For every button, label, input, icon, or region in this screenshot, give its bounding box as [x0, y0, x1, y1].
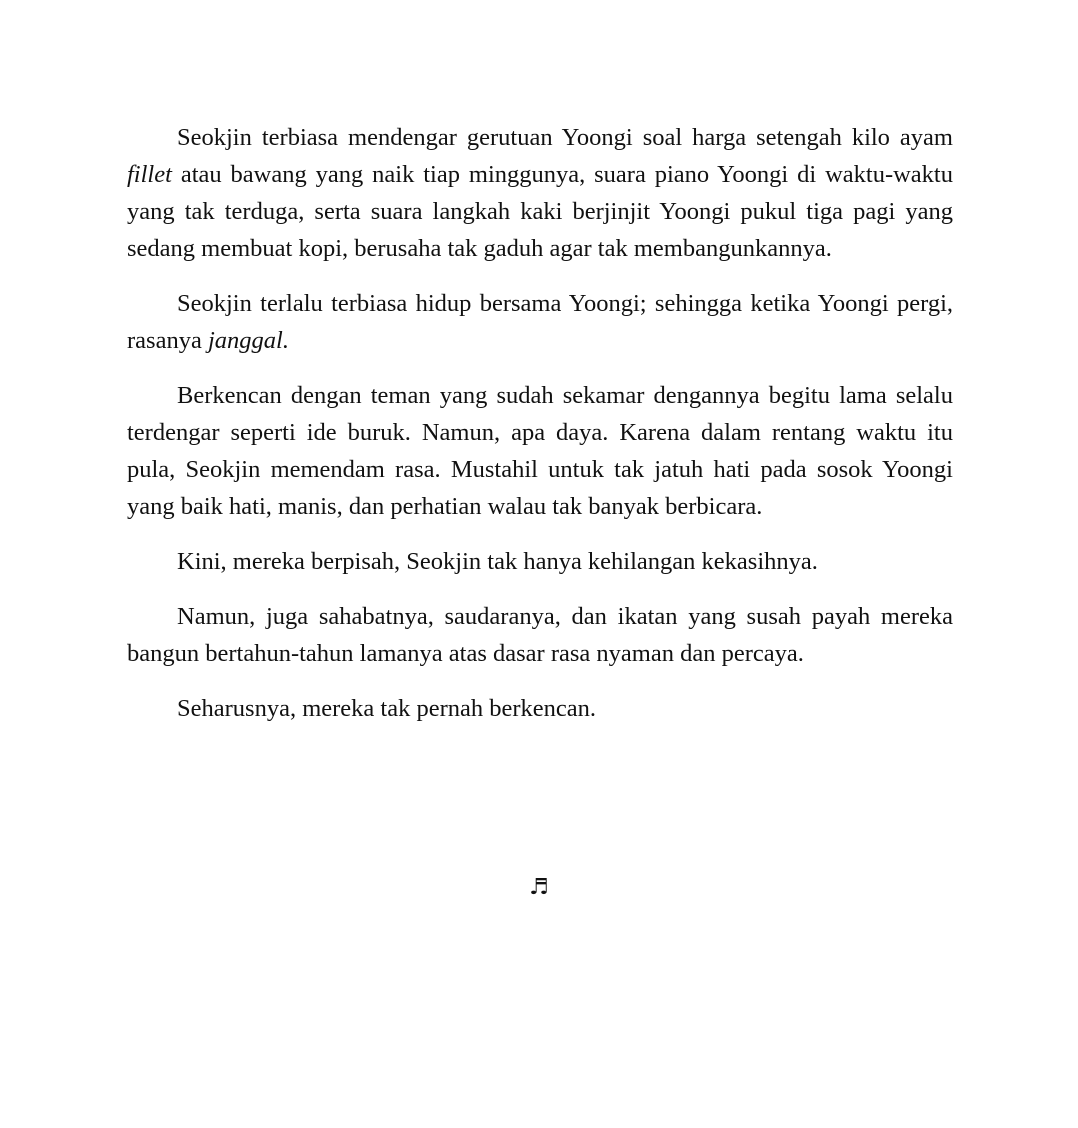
music-notes-icon: ♬ — [529, 875, 549, 900]
paragraph-1-text-a: Seokjin terbiasa mendengar gerutuan Yoongi soal harga setengah kilo ayam — [177, 124, 953, 151]
paragraph-6-text: Seharusnya, mereka tak pernah berkencan. — [177, 695, 597, 722]
document-body — [127, 119, 953, 745]
paragraph-3-text: Berkencan dengan teman yang sudah sekamar dengannya begitu lama selalu terdengar seperti ide buruk. Namun, apa daya. Karena dalam rentang waktu itu pula, Seokjin memendam rasa. Mustahil untuk tak jatuh hati pada sosok Yoongi yang baik hati, manis, dan perhatian walau tak banyak berbicara. — [127, 382, 953, 520]
paragraph-1 — [127, 119, 953, 267]
italic-word-fillet: fillet — [127, 161, 172, 188]
paragraph-4-text: Kini, mereka berpisah, Seokjin tak hanya kehilangan kekasihnya. — [177, 548, 818, 575]
paragraph-5-text: Namun, juga sahabatnya, saudaranya, dan ikatan yang susah payah mereka bangun bertahun-tahun lamanya atas dasar rasa nyaman dan percaya. — [127, 603, 953, 667]
paragraph-2 — [127, 285, 953, 359]
paragraph-3 — [127, 377, 953, 525]
section-separator — [0, 873, 1078, 903]
paragraph-6 — [127, 690, 953, 727]
paragraph-1-text-b: atau bawang yang naik tiap minggunya, suara piano Yoongi di waktu-waktu yang tak terduga, serta suara langkah kaki berjinjit Yoongi pukul tiga pagi yang sedang membuat kopi, berusaha tak gaduh agar tak membangunkannya. — [127, 161, 953, 262]
paragraph-5 — [127, 598, 953, 672]
paragraph-2-text-a: Seokjin terlalu terbiasa hidup bersama Yoongi; sehingga ketika Yoongi pergi, rasanya — [127, 290, 953, 354]
italic-word-janggal: janggal. — [207, 327, 289, 354]
paragraph-4 — [127, 543, 953, 580]
